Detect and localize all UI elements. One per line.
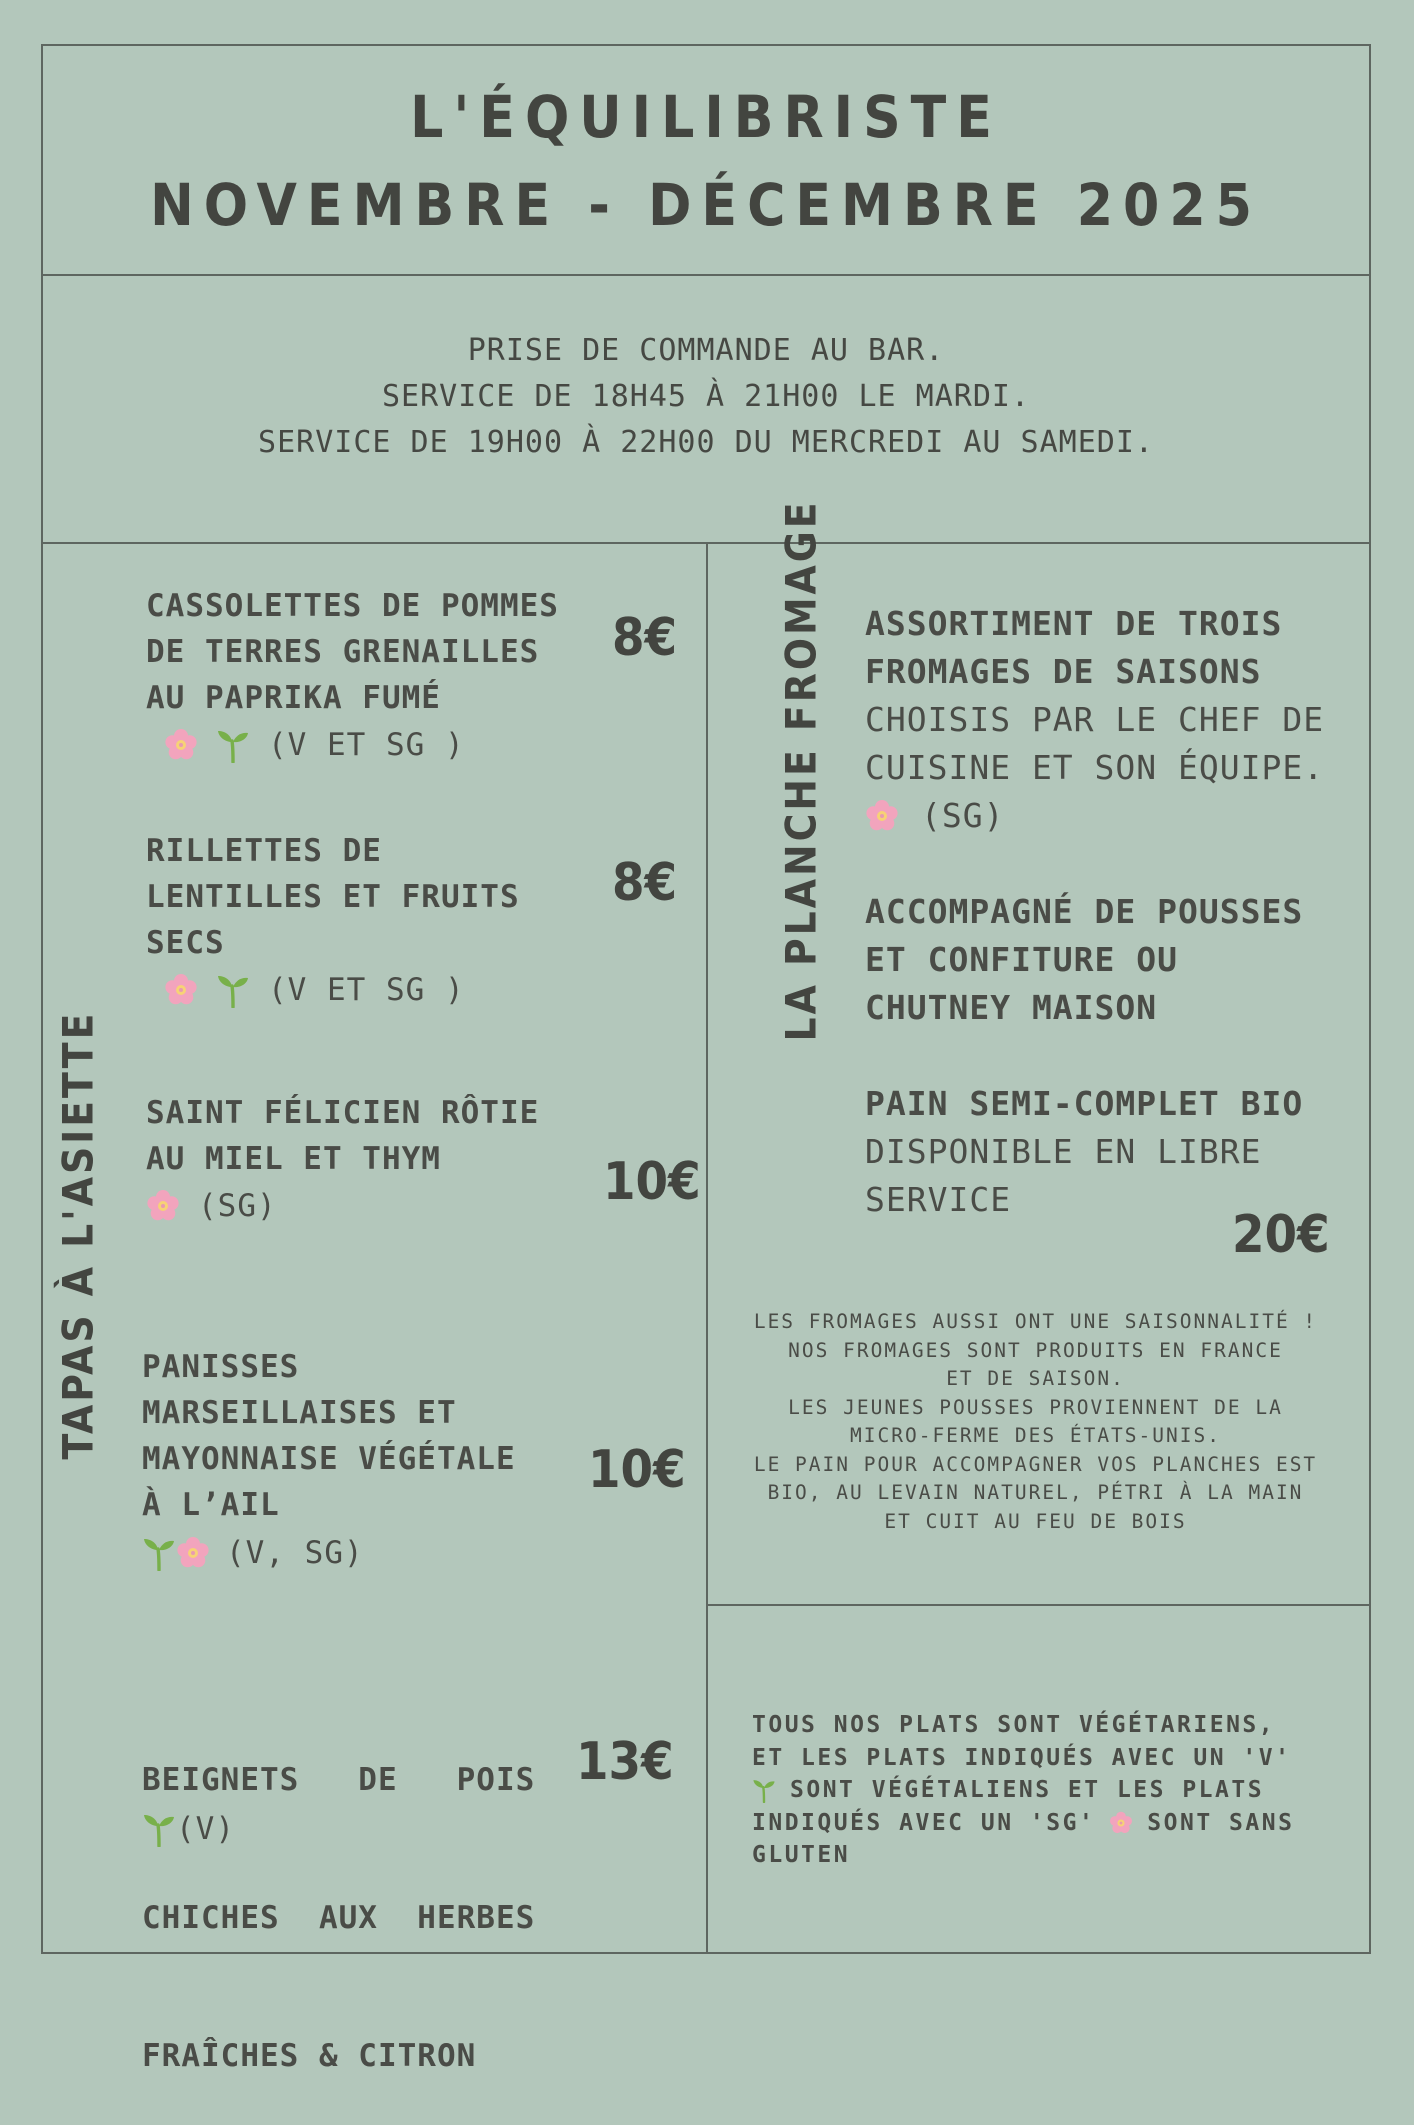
cheese-sourcing-note: LES FROMAGES AUSSI ONT UNE SAISONNALITÉ ! NOS FROMAGES SONT PRODUITS EN FRANCE ET DE SAISON. LES JEUNES POUSSES PROVIENNENT DE LA MICRO-FERME DES ÉTATS-UNIS. LE PAIN POUR ACCOMPAGNER VOS PLANCHES EST BIO, AU LEVAIN NATUREL, PÉTRI À LA MAIN ET CUIT AU FEU DE BOIS: [753, 1310, 1318, 1533]
header-divider: [43, 274, 1369, 276]
tapas-item-price: 8€: [612, 608, 678, 668]
column-divider: [706, 543, 708, 1953]
tapas-item-tags: (V ET SG ): [164, 967, 465, 1013]
cheese-section-label: LA PLANCHE FROMAGE: [776, 499, 826, 1042]
vegan-sprout-icon: [142, 1811, 176, 1847]
tapas-item-tags: (V, SG): [142, 1530, 364, 1576]
tapas-item-name: PANISSES MARSEILLAISES ET MAYONNAISE VÉGÉTALE À L’AIL: [142, 1349, 516, 1523]
restaurant-name: L'ÉQUILIBRISTE: [410, 83, 1002, 151]
gluten-free-flower-icon: [164, 728, 198, 762]
cheese-board-price: 20€: [1232, 1205, 1330, 1265]
vegan-sprout-icon: [216, 972, 250, 1008]
tapas-item-tags: (SG): [146, 1183, 277, 1229]
cheese-block-assortment: ASSORTIMENT DE TROIS FROMAGES DE SAISONS CHOISIS PAR LE CHEF DE CUISINE ET SON ÉQUIPE. (SG): [865, 604, 1325, 835]
vegan-sprout-icon: [142, 1535, 176, 1571]
tapas-item-tags: (V): [142, 1806, 235, 1852]
vegan-sprout-icon: [752, 1777, 776, 1803]
service-info: [43, 328, 1369, 466]
menu-period: NOVEMBRE - DÉCEMBRE 2025: [150, 171, 1262, 239]
tapas-item-name: CASSOLETTES DE POMMES DE TERRES GRENAILLES AU PAPRIKA FUMÉ: [146, 588, 559, 716]
cheese-block-accompaniment: ACCOMPAGNÉ DE POUSSES ET CONFITURE OU CHUTNEY MAISON: [865, 892, 1304, 1027]
tapas-item-price: 10€: [588, 1440, 686, 1500]
gluten-free-flower-icon: [865, 799, 899, 833]
gluten-free-flower-icon: [164, 973, 198, 1007]
gluten-free-flower-icon: [1109, 1811, 1133, 1835]
cheese-block-bread: PAIN SEMI-COMPLET BIO DISPONIBLE EN LIBRE SERVICE: [865, 1084, 1304, 1219]
legal-divider: [707, 1604, 1369, 1606]
info-line: SERVICE DE 18H45 À 21H00 LE MARDI.: [381, 379, 1031, 414]
tapas-item-price: 13€: [576, 1732, 674, 1792]
vegan-sprout-icon: [216, 727, 250, 763]
dietary-legend: TOUS NOS PLATS SONT VÉGÉTARIENS, ET LES PLATS INDIQUÉS AVEC UN 'V' SONT VÉGÉTALIENS ET LES PLATS INDIQUÉS AVEC UN 'SG' SONT SANS GLUTEN: [752, 1712, 1295, 1868]
tapas-item-name: BEIGNETS DE POIS CHICHES AUX HERBES FRAÎCHES & CITRON: [142, 1762, 536, 2074]
tapas-item-price: 8€: [612, 853, 678, 913]
info-line: PRISE DE COMMANDE AU BAR.: [467, 333, 945, 368]
tapas-section-label: TAPAS À L'ASIETTE: [53, 1010, 103, 1460]
gluten-free-flower-icon: [146, 1189, 180, 1223]
tapas-item-price: 10€: [603, 1152, 701, 1212]
tapas-item-name: RILLETTES DE LENTILLES ET FRUITS SECS: [146, 833, 520, 961]
tapas-item-name: SAINT FÉLICIEN RÔTIE AU MIEL ET THYM: [146, 1095, 540, 1177]
gluten-free-flower-icon: [176, 1536, 210, 1570]
info-line: SERVICE DE 19H00 À 22H00 DU MERCREDI AU SAMEDI.: [258, 425, 1154, 460]
tapas-item-tags: (V ET SG ): [164, 722, 465, 768]
